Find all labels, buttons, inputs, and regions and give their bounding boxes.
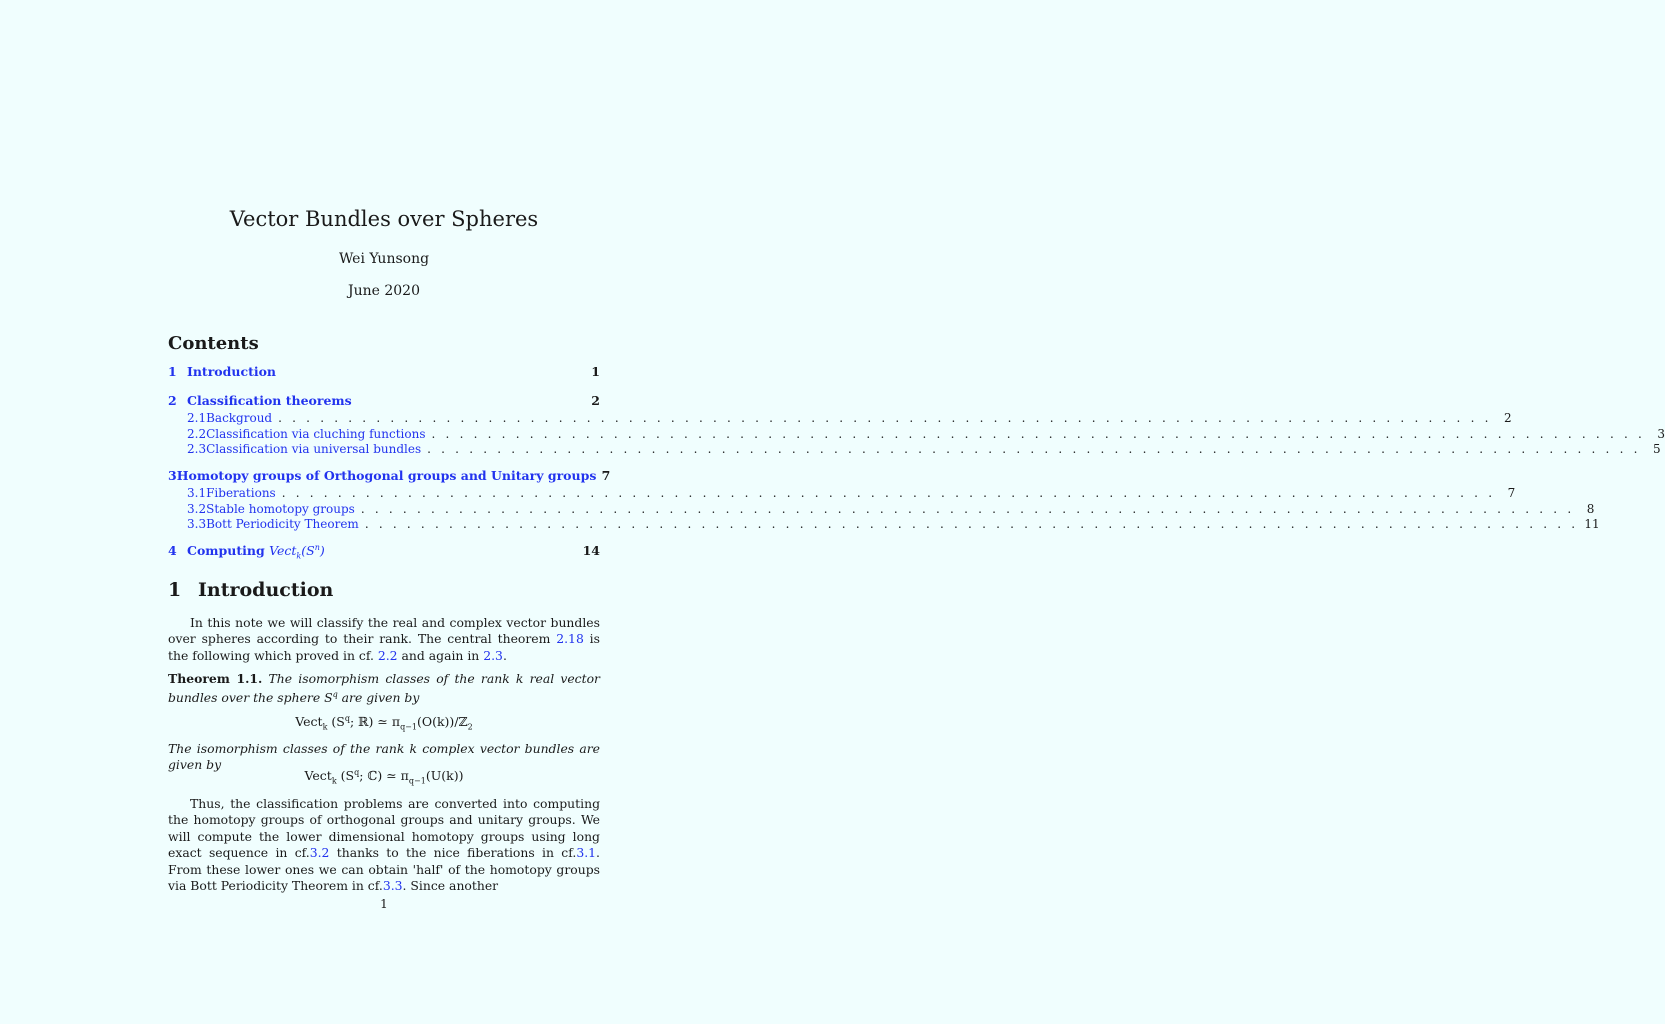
toc-link[interactable]: Homotopy groups of Orthogonal groups and Unitary groups xyxy=(176,468,597,483)
cross-ref-link[interactable]: 3.1 xyxy=(576,845,597,861)
toc-page: 11 xyxy=(1584,517,1600,531)
toc-math xyxy=(269,543,325,561)
toc-page: 7 xyxy=(1507,486,1516,500)
math-sup: q xyxy=(344,714,350,723)
paper-date: June 2020 xyxy=(347,283,420,299)
paper-author: Wei Yunsong xyxy=(338,251,430,267)
toc-page: 2 xyxy=(1503,411,1512,425)
toc-link[interactable]: Classification via universal bundles xyxy=(206,442,422,456)
theorem-text: are given by xyxy=(337,690,420,706)
toc-num: 3.2 xyxy=(187,501,207,516)
math-text: Vect xyxy=(304,768,332,784)
toc-link[interactable]: Backgroud xyxy=(206,411,273,425)
toc-page: 3 xyxy=(1657,426,1665,441)
toc-subsection[interactable] xyxy=(168,486,1516,502)
math-text: Vect xyxy=(295,714,323,730)
toc-leader xyxy=(361,502,1575,516)
math-text: (U(k)) xyxy=(425,768,464,784)
math-text: ; ℂ) ≃ π xyxy=(359,768,409,784)
math-text: (S xyxy=(301,543,315,559)
toc-page: 14 xyxy=(582,543,600,559)
toc-num: 3 xyxy=(168,468,177,483)
toc-leader xyxy=(427,442,1641,456)
math-text: ; ℝ) ≃ π xyxy=(349,714,401,730)
text: . xyxy=(502,647,507,663)
toc-page: 1 xyxy=(591,364,600,379)
math-text: (S xyxy=(336,768,355,784)
text: In this note we will classify the real and complex vector bundles over spheres according to their rank. The central theorem xyxy=(168,615,600,647)
math-sub: k xyxy=(296,551,302,561)
section-title: Introduction xyxy=(198,579,334,601)
text: thanks to the nice fiberations in cf. xyxy=(329,845,577,861)
page-number: 1 xyxy=(380,897,388,911)
math-text: ) xyxy=(319,543,325,559)
toc-subsection[interactable] xyxy=(168,411,1512,427)
math-text: (S xyxy=(327,714,345,730)
toc-leader xyxy=(278,411,1492,425)
contents-heading: Contents xyxy=(168,333,259,354)
toc-num: 2 xyxy=(168,393,177,408)
math-sub: k xyxy=(331,776,337,786)
toc-leader xyxy=(282,486,1496,500)
cross-ref-link[interactable]: 2.18 xyxy=(556,631,584,647)
toc-link[interactable]: Classification via cluching functions xyxy=(206,426,426,441)
toc-section-4[interactable] xyxy=(168,543,600,561)
toc-link[interactable]: Stable homotopy groups xyxy=(206,501,355,516)
paper-title: Vector Bundles over Spheres xyxy=(229,207,539,231)
math-sub: q−1 xyxy=(408,776,426,786)
math-sup: q xyxy=(332,690,338,700)
theorem-label: Theorem 1.1. xyxy=(168,671,263,686)
toc-num: 2.1 xyxy=(187,411,207,425)
toc-num: 2.2 xyxy=(187,426,207,441)
toc-section-2[interactable] xyxy=(168,393,1665,458)
math-sub: k xyxy=(322,722,328,732)
theorem-statement xyxy=(168,671,600,707)
toc-section-1[interactable] xyxy=(168,364,600,382)
cross-ref-link[interactable]: 3.3 xyxy=(382,878,403,894)
cross-ref-link[interactable]: 2.3 xyxy=(483,647,503,663)
toc-num: 1 xyxy=(168,364,177,379)
math-sub: q−1 xyxy=(400,722,417,732)
theorem-text: The isomorphism classes of the rank k real vector bundles over the sphere S xyxy=(168,671,600,706)
toc-num: 3.1 xyxy=(187,486,207,500)
math-text: Vect xyxy=(269,543,297,559)
toc-link-text: Computing xyxy=(187,543,265,559)
toc-leader xyxy=(432,427,1646,441)
text: and again in xyxy=(397,647,484,663)
toc-num: 4 xyxy=(168,543,177,559)
text: . From these lower ones we can obtain 'half' of the homotopy groups via Bott Periodicity Theorem in cf. xyxy=(168,845,600,894)
intro-paragraph-2 xyxy=(168,796,600,894)
text: is the following which proved in cf. xyxy=(168,631,600,663)
text: . Since another xyxy=(402,878,499,894)
toc-page: 2 xyxy=(591,393,600,408)
cross-ref-link[interactable]: 3.2 xyxy=(309,845,330,861)
toc-link[interactable] xyxy=(187,543,325,561)
cross-ref-link[interactable]: 2.2 xyxy=(377,647,398,663)
math-sup: q xyxy=(354,768,360,777)
toc-page: 8 xyxy=(1586,501,1595,516)
theorem-statement-2: The isomorphism classes of the rank k complex vector bundles are given by xyxy=(168,741,600,773)
toc-link[interactable]: Classification theorems xyxy=(187,393,352,408)
toc-subsection[interactable] xyxy=(168,517,1600,533)
section-heading xyxy=(168,579,333,601)
toc-subsection[interactable] xyxy=(168,442,1661,458)
math-sub: 2 xyxy=(467,722,473,732)
toc-subsection[interactable] xyxy=(168,426,1665,443)
equation-2 xyxy=(0,768,768,786)
toc-subsection[interactable] xyxy=(168,501,1595,518)
equation-1 xyxy=(0,714,768,732)
toc-page: 7 xyxy=(601,468,611,483)
toc-link[interactable]: Introduction xyxy=(187,364,277,379)
text: Thus, the classification problems are converted into computing the homotopy groups of orthogonal groups and unitary groups. We will compute the lower dimensional homotopy groups using long exact sequence in cf. xyxy=(168,796,600,861)
toc-num: 3.3 xyxy=(187,517,207,531)
toc-link[interactable]: Bott Periodicity Theorem xyxy=(206,517,359,531)
toc-page: 5 xyxy=(1652,442,1661,456)
toc-leader xyxy=(365,517,1579,531)
toc-num: 2.3 xyxy=(187,442,207,456)
intro-paragraph-1 xyxy=(168,615,600,664)
math-sup: n xyxy=(314,543,320,552)
toc-link[interactable]: Fiberations xyxy=(206,486,276,500)
section-number: 1 xyxy=(168,579,182,601)
math-text: (O(k))/ℤ xyxy=(416,714,468,730)
toc-section-3[interactable] xyxy=(168,468,1600,533)
